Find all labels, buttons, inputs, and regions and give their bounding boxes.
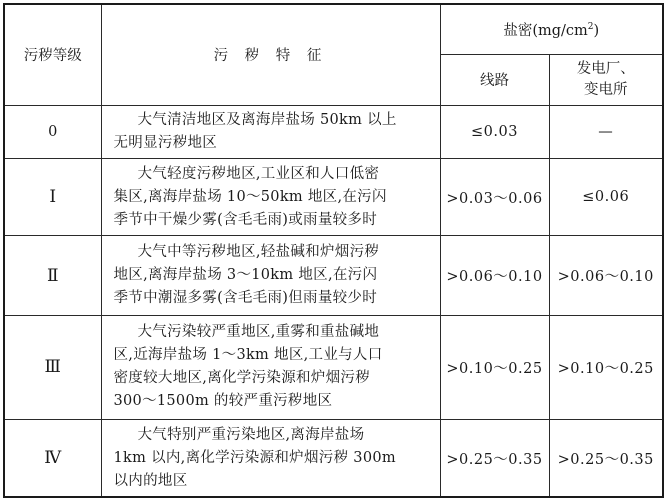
table-row	[4, 420, 663, 497]
feature-line: 季节中干燥少雾(含毛毛雨)或雨量较多时	[113, 211, 378, 228]
level-cell: Ⅲ	[4, 315, 101, 419]
feature-line: 大气轻度污秽地区,工业区和人口低密	[137, 165, 380, 182]
header-pollution-level: 污秽等级	[4, 4, 101, 105]
feature-cell	[101, 105, 440, 158]
feature-line: 地区,离海岸盐场 3～10km 地区,在污闪	[113, 267, 378, 284]
line-value-cell: >0.03～0.06	[440, 159, 549, 236]
feature-line: 大气清洁地区及离海岸盐场 50km 以上	[137, 112, 397, 128]
header-station	[549, 54, 663, 105]
line-value-cell: >0.10～0.25	[440, 315, 549, 419]
feature-line: 1km 以内,离化学污染源和炉烟污秽 300m	[113, 449, 396, 466]
feature-line: 无明显污秽地区	[113, 135, 218, 151]
feature-line: 大气中等污秽地区,轻盐碱和炉烟污秽	[137, 244, 380, 261]
salt-density-superscript: 2	[587, 22, 594, 33]
header-row-1	[4, 4, 663, 54]
level-cell: 0	[4, 105, 101, 158]
feature-cell	[101, 315, 440, 419]
station-value-cell: >0.10～0.25	[549, 315, 663, 419]
table-row	[4, 105, 663, 158]
salt-density-label: 盐密(mg/cm	[503, 22, 588, 39]
header-line: 线路	[440, 54, 549, 105]
feature-line: 季节中潮湿多雾(含毛毛雨)但雨量较少时	[113, 290, 378, 307]
station-value-cell: ≤0.06	[549, 159, 663, 236]
table-row	[4, 236, 663, 315]
header-station-line2: 变电所	[584, 81, 628, 98]
feature-line: 300～1500m 的较严重污秽地区	[113, 393, 333, 410]
level-cell: Ⅰ	[4, 159, 101, 236]
salt-density-close: )	[593, 22, 600, 39]
table-row	[4, 315, 663, 419]
line-value-cell: >0.25～0.35	[440, 420, 549, 497]
feature-cell	[101, 159, 440, 236]
feature-line: 密度较大地区,离化学污染源和炉烟污秽	[113, 370, 371, 387]
header-pollution-feature: 污 秽 特 征	[101, 4, 440, 105]
feature-line: 大气污染较严重地区,重雾和重盐碱地	[137, 324, 380, 341]
feature-line: 集区,离海岸盐场 10～50km 地区,在污闪	[113, 188, 387, 205]
header-salt-density	[440, 4, 663, 54]
station-value-cell: —	[549, 105, 663, 158]
level-cell: Ⅳ	[4, 420, 101, 497]
table-row	[4, 159, 663, 236]
feature-line: 区,近海岸盐场 1～3km 地区,工业与人口	[113, 347, 383, 364]
header-station-line1: 发电厂、	[576, 60, 635, 77]
feature-line: 大气特别严重污染地区,离海岸盐场	[137, 426, 365, 443]
feature-line: 以内的地区	[113, 472, 188, 489]
station-value-cell: >0.06～0.10	[549, 236, 663, 315]
feature-cell	[101, 236, 440, 315]
line-value-cell: ≤0.03	[440, 105, 549, 158]
station-value-cell: >0.25～0.35	[549, 420, 663, 497]
level-cell: Ⅱ	[4, 236, 101, 315]
pollution-level-table	[3, 3, 664, 498]
feature-cell	[101, 420, 440, 497]
line-value-cell: >0.06～0.10	[440, 236, 549, 315]
